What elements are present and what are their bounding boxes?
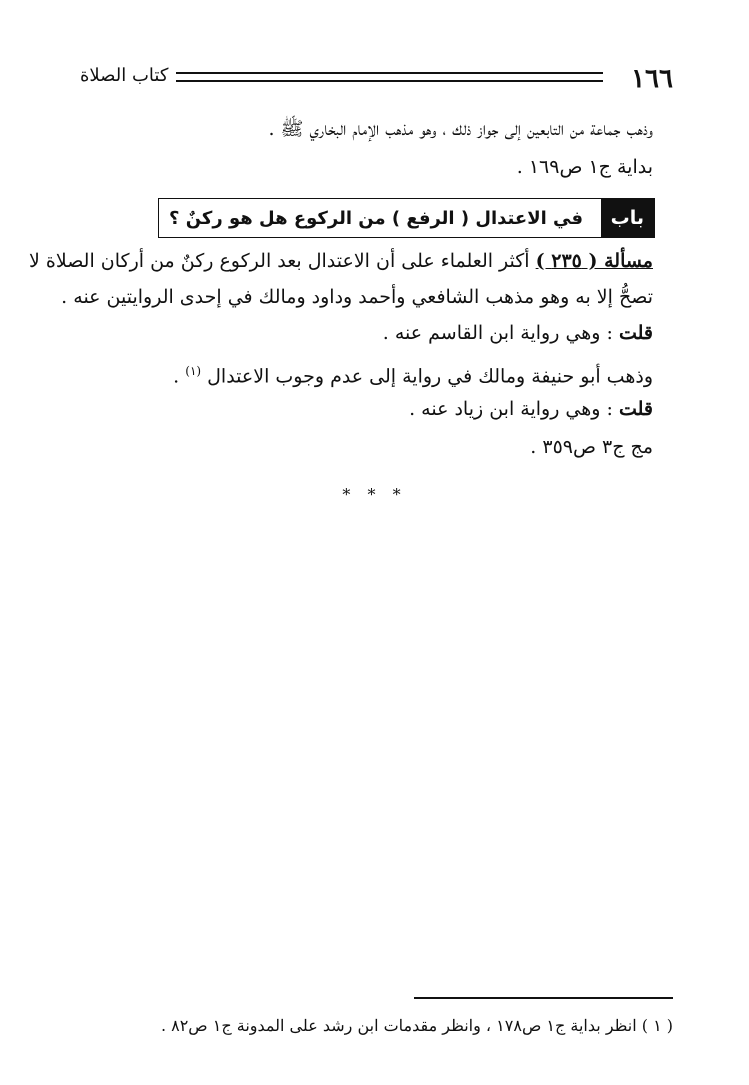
question-label: مسألة ( ٢٣٥ ) bbox=[535, 250, 653, 272]
text-line-2: بداية ج١ ص١٦٩ . bbox=[516, 156, 653, 178]
running-title: كتاب الصلاة bbox=[80, 65, 169, 86]
text-line-1: وذهب جماعة من التابعين إلى جواز ذلك ، وهو مذهب الإمام البخاري ﷺ . bbox=[268, 118, 653, 140]
header-rule bbox=[176, 72, 603, 82]
section-heading-box bbox=[158, 198, 655, 238]
footnote-rule bbox=[414, 997, 673, 999]
qult-line-1 bbox=[86, 316, 653, 350]
qult-label-2: قلت bbox=[618, 398, 653, 420]
text-line-5 bbox=[86, 354, 653, 393]
qult-text-2: : وهي رواية ابن زياد عنه . bbox=[409, 398, 613, 420]
question-text: أكثر العلماء على أن الاعتدال بعد الركوع ركنٌ من أركان الصلاة لا bbox=[29, 250, 530, 272]
section-separator: * * * bbox=[342, 485, 407, 504]
text-line-4: تصحُّ إلا به وهو مذهب الشافعي وأحمد وداود ومالك في إحدى الروايتين عنه . bbox=[61, 286, 653, 308]
footnote-ref: (١) bbox=[185, 364, 202, 378]
text-line-5-end: . bbox=[173, 365, 180, 388]
text-line-5-main: وذهب أبو حنيفة ومالك في رواية إلى عدم وجوب الاعتدال bbox=[207, 365, 653, 388]
section-tag: باب bbox=[601, 199, 654, 237]
qult-label-1: قلت bbox=[618, 322, 653, 344]
qult-text-1: : وهي رواية ابن القاسم عنه . bbox=[382, 322, 613, 344]
qult-line-2 bbox=[86, 392, 653, 426]
text-line-6: مج ج٣ ص٣٥٩ . bbox=[530, 436, 653, 458]
page-number: ١٦٦ bbox=[631, 64, 673, 94]
footnote-text: ( ١ ) انظر بداية ج١ ص١٧٨ ، وانظر مقدمات ابن رشد على المدونة ج١ ص٨٢ . bbox=[160, 1016, 673, 1035]
section-title: في الاعتدال ( الرفع ) من الركوع هل هو ركنٌ ؟ bbox=[169, 207, 584, 229]
question-line bbox=[29, 244, 653, 278]
